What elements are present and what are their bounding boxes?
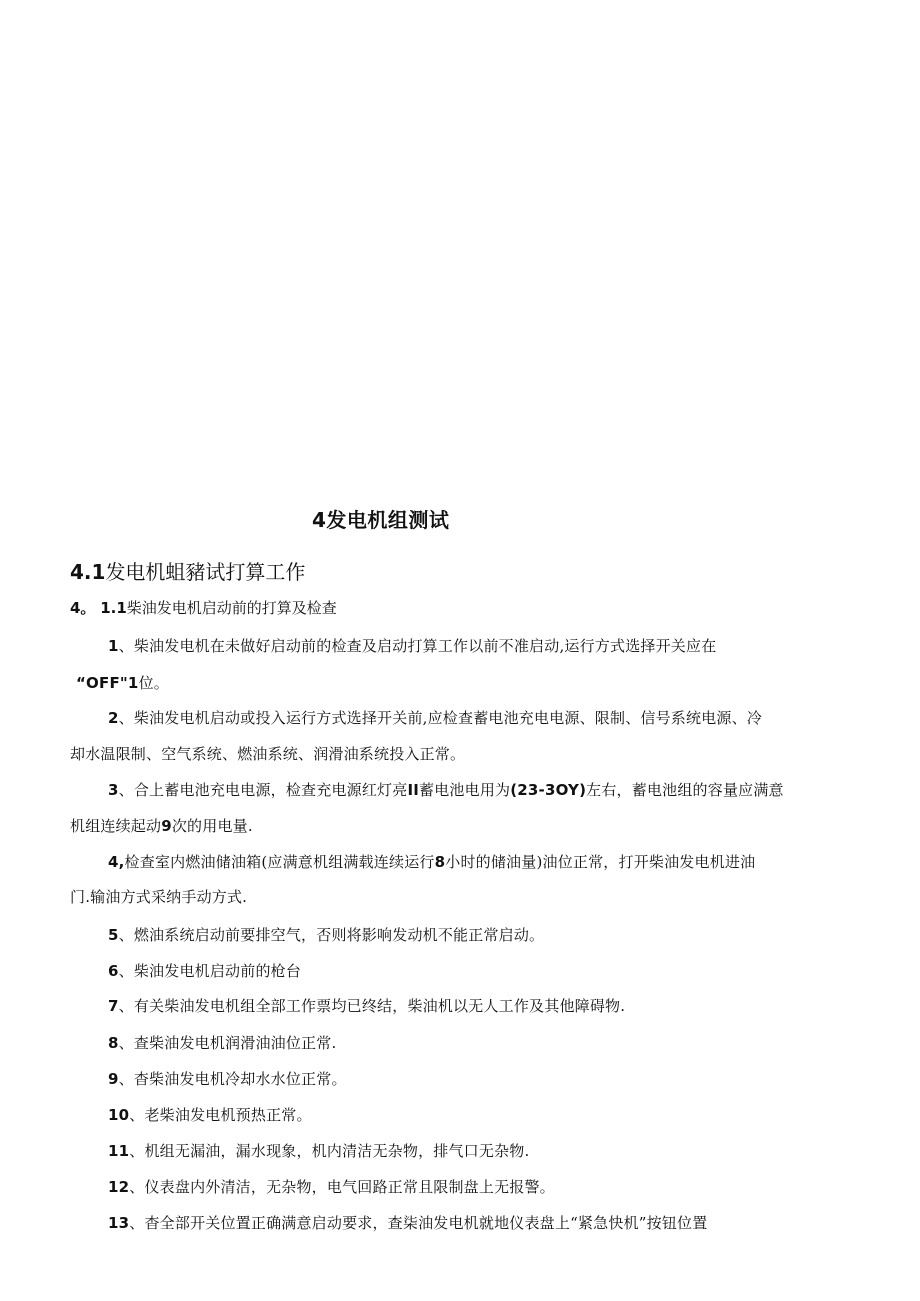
item-text: 、仪表盘内外清洁，无杂物，电气回路正常且限制盘上无报警。 — [129, 1178, 555, 1196]
item-text: 、柴油发电机启动或投入运行方式选择开关前,应检查蓄电池充电电源、限制、信号系统电源、冷 — [118, 709, 763, 727]
item-text: 、合上蓄电池充电电源，检查充电源红灯亮 — [118, 781, 408, 799]
item-text: 检查室内燃油储油箱(应满意机组满载连续运行 — [124, 853, 435, 871]
list-item — [108, 960, 301, 981]
list-item — [108, 635, 716, 656]
item-text: 次的用电量. — [171, 817, 253, 835]
list-item — [108, 995, 625, 1016]
subsection-text: 柴油发电机启动前的打算及检查 — [126, 599, 337, 617]
list-item — [108, 707, 762, 728]
item-number: 1 — [108, 637, 119, 655]
item-number: 7 — [108, 997, 119, 1015]
section-text: 发电机蛆豬试打算工作 — [105, 560, 306, 584]
subsection-prefix: 4。 — [70, 599, 96, 617]
list-item — [108, 1140, 529, 1161]
item-text: 、燃油系统启动前要排空气，否则将影响发动机不能正常启动。 — [118, 926, 545, 944]
list-item-continuation — [76, 672, 169, 693]
item-text: 左右，蓄电池组的容量应满意 — [586, 781, 784, 799]
item-text: 、杳柴油发电机冷却水水位正常。 — [118, 1070, 347, 1088]
item-number: 8 — [108, 1034, 119, 1052]
item-inline-bold: “OFF"1 — [76, 674, 139, 692]
list-item — [108, 779, 784, 800]
item-inline-bold: II — [407, 781, 420, 799]
list-item — [108, 1068, 347, 1089]
subsection-heading — [70, 597, 337, 618]
item-number: 3 — [108, 781, 119, 799]
item-number: 6 — [108, 962, 119, 980]
item-inline-bold: (23-3OY) — [510, 781, 587, 799]
item-text: 、杳全部开关位置正确满意启动要求，查柒油发电机就地仪表盘上“紧急快机”按钮位置 — [129, 1214, 708, 1232]
item-number: 11 — [108, 1142, 130, 1160]
item-number: 12 — [108, 1178, 130, 1196]
item-text: 机组连续起动 — [70, 817, 162, 835]
item-number: 13 — [108, 1214, 130, 1232]
list-item — [108, 1212, 707, 1233]
list-item — [108, 1032, 336, 1053]
item-text: 、柴油发电机在未做好启动前的检查及启动打算工作以前不准启动,运行方式选择开关应在 — [118, 637, 717, 655]
item-text: 、有关柴油发电机组全部工作票均已终结，柴油机以无人工作及其他障碍物. — [118, 997, 626, 1015]
section-heading — [70, 556, 305, 585]
item-text: 、查柴油发电机润滑油油位正常. — [118, 1034, 337, 1052]
list-item-continuation — [70, 886, 247, 907]
item-number: 9 — [108, 1070, 119, 1088]
list-item — [108, 1176, 555, 1197]
item-number: 4, — [108, 853, 125, 871]
item-number: 2 — [108, 709, 119, 727]
item-text: 、机组无漏油，漏水现象，机内清洁无杂物，排气口无杂物. — [129, 1142, 530, 1160]
list-item — [108, 851, 755, 872]
item-text: 、柴油发电机启动前的枪台 — [118, 962, 302, 980]
item-inline-bold: 8 — [434, 853, 446, 871]
list-item — [108, 924, 544, 945]
list-item-continuation — [70, 743, 465, 764]
item-text: 小时的储油量)油位正常，打开柴油发电机进油 — [445, 853, 756, 871]
item-text: 、老柴油发电机预热正常。 — [129, 1106, 312, 1124]
item-text: 蓄电池电用为 — [419, 781, 511, 799]
item-text: 却水温限制、空气系统、燃油系统、润滑油系统投入正常。 — [70, 745, 466, 763]
list-item — [108, 1104, 312, 1125]
item-number: 10 — [108, 1106, 130, 1124]
item-number: 5 — [108, 926, 119, 944]
list-item-continuation — [70, 815, 253, 836]
section-number: 4.1 — [70, 560, 106, 584]
item-text: 位。 — [138, 674, 169, 692]
item-inline-bold: 9 — [161, 817, 172, 835]
subsection-number: 1.1 — [100, 599, 127, 617]
item-text: 门.输油方式采纳手动方式. — [70, 888, 248, 906]
chapter-title: 4发电机组测试 — [312, 508, 450, 532]
